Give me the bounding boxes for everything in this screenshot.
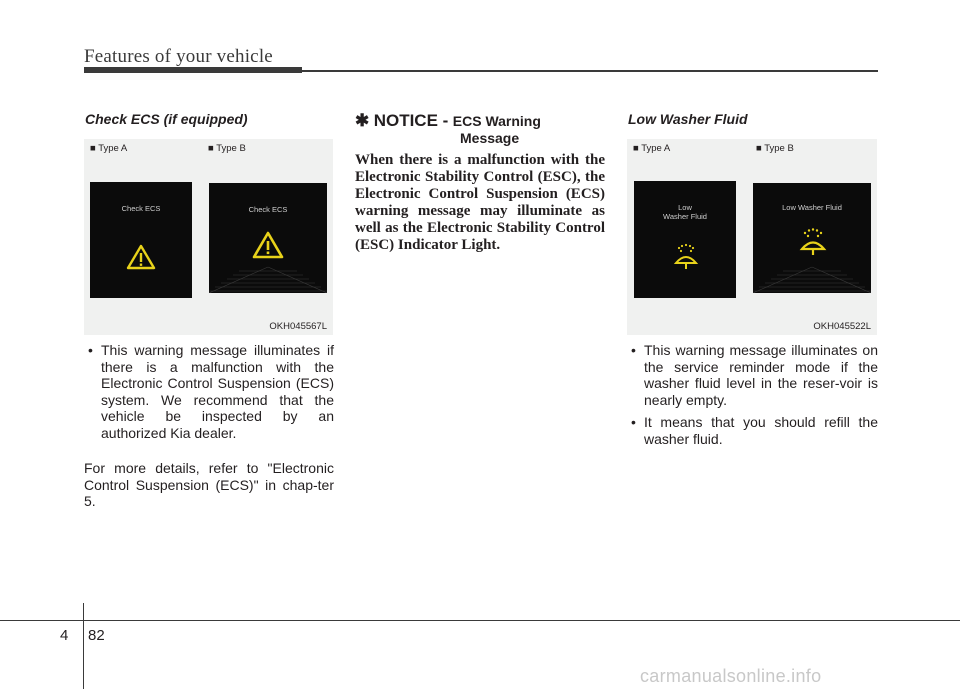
notice-title-line2: Message xyxy=(460,130,520,146)
type-b-screen xyxy=(753,183,871,293)
warning-triangle-icon xyxy=(252,231,284,259)
watermark-text: carmanualsonline.info xyxy=(640,666,822,686)
type-b-label: ■ Type B xyxy=(756,143,794,154)
type-b-screen-text: Low Washer Fluid xyxy=(782,203,842,212)
type-b-label: ■ Type B xyxy=(208,143,246,154)
low-washer-figure xyxy=(627,139,877,335)
header-rule-thick xyxy=(84,67,302,73)
list-item: • This warning message illuminates on the service reminder mode if the washer fluid level in the reser-voir is nearly empty. xyxy=(627,342,878,408)
footer-rule xyxy=(0,620,960,621)
type-b-screen xyxy=(209,183,327,293)
notice-label: NOTICE - xyxy=(373,111,449,130)
notice-body: When there is a malfunction with the Electronic Stability Control (ESC), the Electronic Control Suspension (ECS) warning message may illuminate as well as the Electronic Stability Control (ESC) Indicator Light. xyxy=(355,152,605,253)
notice-symbol-icon: ✱ xyxy=(355,111,370,130)
list-item: • It means that you should refill the washer fluid. xyxy=(627,414,878,447)
figure-code: OKH045567L xyxy=(269,321,327,332)
check-ecs-figure xyxy=(84,139,333,335)
type-a-label: ■ Type A xyxy=(633,143,671,154)
type-a-screen-text: Check ECS xyxy=(121,204,161,213)
low-washer-bullet-list xyxy=(627,342,878,453)
type-a-screen xyxy=(634,181,736,298)
footer-divider xyxy=(83,603,84,689)
warning-triangle-icon xyxy=(126,244,156,270)
type-a-screen-line1: Low xyxy=(678,203,692,212)
washer-fluid-icon xyxy=(672,243,700,271)
list-item: • This warning message illuminates if there is a malfunction with the Electronic Control Suspension (ECS) system. We recommend that the vehicle be inspected by an authorized Kia dealer. xyxy=(84,342,334,441)
header-rule-thin xyxy=(302,70,878,72)
notice-title xyxy=(355,111,605,146)
page-header-title: Features of your vehicle xyxy=(84,46,273,67)
figure-code: OKH045522L xyxy=(813,321,871,332)
low-washer-heading: Low Washer Fluid xyxy=(628,111,748,127)
type-a-screen-line2: Washer Fluid xyxy=(663,212,707,221)
check-ecs-bullet-list xyxy=(84,342,334,447)
washer-fluid-icon xyxy=(798,227,828,257)
notice-title-line1: ECS Warning xyxy=(452,113,541,129)
chapter-number: 4 xyxy=(60,627,69,644)
type-a-screen xyxy=(90,182,192,298)
page-number: 82 xyxy=(88,627,105,644)
type-a-label: ■ Type A xyxy=(90,143,128,154)
road-lines-graphic xyxy=(753,261,871,293)
type-b-screen-text: Check ECS xyxy=(248,205,288,214)
check-ecs-paragraph: For more details, refer to "Electronic Control Suspension (ECS)" in chap-ter 5. xyxy=(84,460,334,509)
road-lines-graphic xyxy=(209,261,327,293)
check-ecs-heading: Check ECS (if equipped) xyxy=(85,111,248,127)
